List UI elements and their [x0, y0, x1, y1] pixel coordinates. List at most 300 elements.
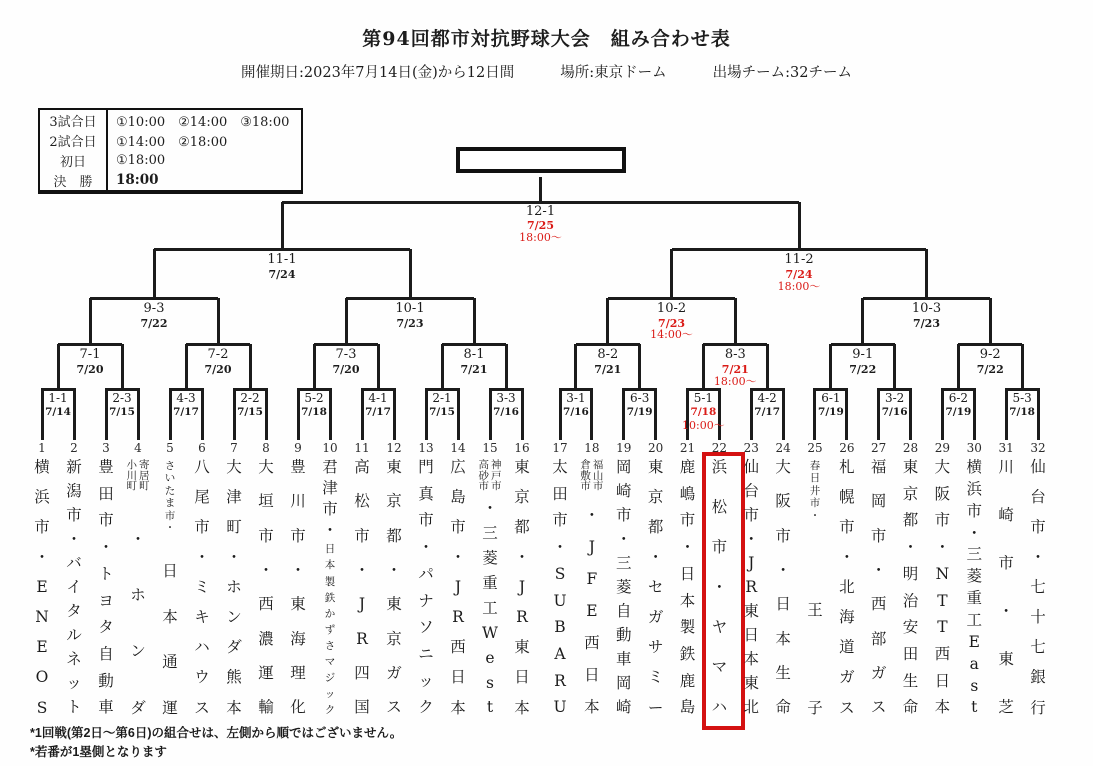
team-name-char: R	[356, 629, 368, 648]
match-number: 11-2	[784, 252, 814, 267]
bracket-line	[539, 177, 542, 202]
team-name-char: 市	[809, 497, 821, 510]
bracket-line	[1037, 388, 1040, 440]
team-label	[123, 460, 153, 716]
team-name-char: 七	[1030, 578, 1046, 597]
team-label	[768, 460, 798, 716]
team-name-char: 生	[902, 671, 919, 690]
team-number: 6	[198, 441, 206, 455]
team-label	[991, 460, 1021, 716]
team-name-char: 豊	[98, 458, 114, 476]
team-name-char: ・	[226, 548, 242, 567]
team-name-char: 化	[290, 698, 306, 717]
team-city	[593, 460, 604, 492]
bracket-line	[409, 249, 412, 298]
team-name-char: 三	[966, 545, 983, 564]
team-name-char: 市	[450, 518, 466, 537]
match-time: 18:00〜	[713, 375, 757, 388]
team-name-char: 潟	[66, 482, 82, 501]
team-name-char: 高	[478, 459, 489, 471]
team-name-char: U	[553, 698, 567, 717]
bracket-line	[441, 344, 444, 388]
team-number: 17	[552, 441, 568, 455]
team-name-char: 京	[902, 484, 919, 503]
team-name-char: ・	[711, 578, 728, 597]
team-city	[810, 460, 821, 522]
team-name-char: 神	[491, 459, 502, 471]
match-date: 7/20	[332, 363, 360, 376]
team-name-char: 市	[66, 506, 82, 525]
team-name-char: 大	[934, 458, 951, 476]
team-name-char: ト	[98, 564, 114, 583]
team-name-char: ミ	[647, 668, 664, 687]
team-name-char: W	[482, 623, 498, 642]
team-name-char: a	[969, 654, 979, 673]
bracket-line	[57, 344, 60, 388]
team-name-char: 戸	[491, 469, 502, 482]
team-name-char: ル	[66, 626, 82, 645]
match-time: 14:00〜	[650, 328, 693, 341]
team-name-char: 真	[418, 484, 434, 503]
bracket-line	[608, 297, 735, 300]
team-name-char: さ	[164, 460, 176, 472]
team-name-char: 大	[775, 458, 791, 476]
team-name-char: ン	[130, 642, 146, 661]
team-label	[187, 460, 217, 716]
bracket-line	[829, 344, 832, 388]
team-name-char: ッ	[418, 671, 434, 690]
team-name-char: ダ	[130, 698, 146, 717]
match-date: 7/19	[626, 406, 653, 418]
bracket-line	[654, 388, 657, 440]
team-name-char: 東	[743, 602, 759, 621]
team-name-char: N	[935, 564, 950, 583]
team-name-char: 道	[839, 638, 855, 657]
team-name-char: 十	[1030, 608, 1046, 627]
match-number: 7-3	[335, 347, 357, 362]
team-city	[491, 460, 502, 492]
bracket-line	[425, 388, 428, 440]
team-name-char: セ	[647, 578, 664, 597]
team-name-char: ト	[66, 698, 82, 717]
team-name-char: 太	[552, 458, 568, 476]
match-number: 7-2	[207, 347, 229, 362]
bracket-line	[41, 388, 44, 440]
match-date: 7/14	[45, 406, 71, 418]
team-name-char: 春	[809, 460, 821, 472]
legend-row-final	[40, 170, 301, 190]
team-name-char: ・	[130, 530, 146, 549]
bracket-line	[1021, 344, 1024, 388]
team-number: 1	[38, 441, 46, 455]
bracket-line	[169, 388, 172, 440]
match-number: 12-1	[525, 204, 556, 219]
team-name-char: ・	[839, 548, 855, 567]
team-name-char: F	[586, 570, 598, 589]
team-number: 10	[322, 441, 338, 455]
team-name-char: 幌	[839, 488, 855, 507]
team-name-char: E	[36, 578, 48, 597]
bracket-line	[941, 388, 944, 440]
match-date: 7/17	[365, 406, 391, 418]
bracket-line	[622, 388, 625, 440]
team-name-char: 町	[139, 480, 150, 492]
team-name-char: 市	[34, 518, 50, 537]
event-entrants: 出場チーム:32チーム	[712, 65, 852, 81]
team-name-char: 津	[322, 479, 338, 498]
team-name-char: 市	[775, 526, 791, 545]
team-name-char: 浜	[711, 458, 728, 476]
team-name-char: ・	[514, 548, 530, 567]
team-number: 7	[230, 441, 238, 455]
team-name-char: 仙	[1030, 458, 1046, 476]
team-name-char: 井	[809, 484, 821, 497]
team-name-char: ナ	[418, 591, 434, 610]
team-name-char: 砂	[478, 469, 489, 482]
team-name-char: 北	[839, 578, 855, 597]
team-name-char: ス	[194, 698, 210, 717]
team-city	[139, 460, 150, 492]
team-name-char: 市	[934, 511, 951, 530]
footnote-2: *若番が1塁側となります	[30, 745, 167, 759]
team-name-char: 本	[743, 650, 759, 669]
bracket-line	[576, 343, 640, 346]
team-name-char: J	[518, 578, 526, 597]
team-name-char: マ	[711, 658, 728, 677]
team-name-char: 都	[647, 518, 664, 537]
bracket-line	[766, 344, 769, 388]
team-name-char: 松	[354, 492, 370, 511]
team-name-char: 工	[966, 611, 983, 630]
team-name-char: 市	[592, 480, 604, 492]
team-number: 22	[711, 441, 727, 455]
team-name-char: 広	[450, 458, 466, 476]
team-cities	[580, 460, 603, 492]
team-label	[443, 460, 473, 716]
event-venue: 場所:東京ドーム	[560, 65, 667, 81]
team-name-char: ・	[775, 561, 791, 580]
team-name-char: R	[516, 608, 528, 627]
team-name-char: 市	[1030, 518, 1046, 537]
team-name-char: 嶋	[679, 484, 696, 503]
team-name-char: 市	[615, 506, 632, 525]
team-name-char: 重	[966, 589, 983, 608]
bracket-line	[505, 344, 508, 388]
bracket-line	[90, 297, 218, 300]
team-name-char: E	[968, 632, 980, 651]
team-label	[1023, 460, 1053, 716]
team-name-char: t	[971, 698, 978, 717]
team-name-char: 市	[743, 506, 759, 525]
team-name-char: 福	[592, 459, 604, 471]
team-name-char: 崎	[998, 506, 1014, 525]
team-label	[959, 460, 989, 716]
team-name-char: U	[553, 591, 567, 610]
match-number: 10-1	[395, 301, 425, 316]
team-name-char: R	[554, 671, 566, 690]
team-number: 14	[450, 441, 466, 455]
bracket-line	[973, 388, 976, 440]
team-name-char: 四	[354, 664, 370, 683]
team-name-char: 京	[647, 488, 664, 507]
bracket-line	[831, 343, 895, 346]
team-name-char: 日	[584, 666, 600, 685]
team-name-char: ジ	[324, 672, 336, 685]
team-name-char: 市	[258, 526, 274, 545]
bracket-line	[201, 388, 204, 440]
match-number: 9-3	[143, 301, 165, 316]
team-name-char: 津	[226, 488, 242, 507]
team-name-char: ・	[164, 521, 176, 534]
team-number: 11	[354, 441, 370, 455]
team-name-char: 田	[552, 484, 568, 503]
team-city	[580, 460, 591, 492]
team-name-char: E	[586, 602, 598, 621]
match-date: 7/15	[237, 406, 263, 418]
team-number: 23	[743, 441, 759, 455]
team-number: 27	[871, 441, 887, 455]
team-name-char: 大	[258, 458, 274, 476]
team-name-char: 日	[450, 668, 466, 687]
team-name-char: ク	[324, 704, 336, 717]
team-name-char: ガ	[839, 668, 855, 687]
bracket-line	[313, 344, 316, 388]
match-date: 7/20	[204, 363, 232, 376]
team-label	[609, 460, 639, 716]
team-name-char: T	[937, 591, 948, 610]
bracket-line	[73, 388, 76, 440]
bracket-line	[893, 344, 896, 388]
team-name-char: ネ	[66, 650, 82, 669]
team-name-char: 市	[290, 526, 306, 545]
team-name-char: s	[970, 676, 979, 695]
team-name-char: 東	[386, 458, 402, 476]
team-cities	[479, 460, 502, 492]
team-name-char: J	[748, 554, 755, 573]
team-name-char: 治	[902, 591, 919, 610]
team-name-char: ン	[226, 608, 242, 627]
match-date: 7/15	[429, 406, 455, 418]
bracket-line	[137, 388, 140, 440]
team-name-char: 輸	[258, 698, 274, 717]
team-name-char: ・	[966, 523, 983, 542]
team-name-char: ス	[386, 698, 402, 717]
bracket-line	[186, 343, 250, 346]
team-name-char: 市	[418, 511, 434, 530]
match-number: 5-1	[693, 391, 714, 405]
match-number: 4-2	[757, 391, 777, 405]
team-name-char: 熊	[226, 668, 242, 687]
match-number: 6-2	[948, 391, 969, 405]
legend-times: ①18:00	[106, 150, 301, 170]
match-number: 9-2	[979, 347, 1001, 362]
team-name-char: ウ	[194, 668, 210, 687]
bracket-line	[909, 388, 912, 440]
team-name-char: 安	[902, 618, 919, 637]
team-name-char: ・	[1030, 548, 1046, 567]
team-number: 26	[839, 441, 855, 455]
match-date: 7/16	[563, 406, 589, 418]
team-name-char: ・	[34, 548, 50, 567]
team-name-char: 西	[870, 595, 887, 614]
team-name-char: 新	[66, 458, 82, 476]
team-name-char: 市	[839, 518, 855, 537]
team-number: 15	[482, 441, 498, 455]
match-date: 7/16	[881, 406, 908, 418]
team-name-char: 本	[584, 698, 600, 717]
game-times-legend	[38, 108, 303, 194]
team-name-char: ヨ	[98, 591, 114, 610]
team-number: 13	[418, 441, 434, 455]
legend-label: 2試合日	[49, 134, 97, 150]
bracket-line	[393, 388, 396, 440]
team-name-char: 川	[126, 469, 137, 482]
team-name-char: 日	[324, 543, 336, 556]
team-name-char: ー	[647, 698, 664, 717]
team-name-char: ・	[584, 506, 600, 525]
team-name-char: 工	[482, 598, 498, 617]
team-name-char: 市	[711, 538, 728, 557]
team-name-char: ・	[322, 521, 338, 540]
team-name-char: ま	[164, 497, 176, 510]
match-date: 7/19	[945, 406, 972, 418]
team-name-char: ・	[386, 561, 402, 580]
team-name-char: ・	[418, 538, 434, 557]
team-name-char: 動	[615, 626, 632, 645]
team-name-char: ・	[998, 602, 1014, 621]
team-number: 2	[70, 441, 78, 455]
bracket-line	[265, 388, 268, 440]
team-name-char: 松	[711, 498, 728, 517]
team-name-char: バ	[66, 554, 82, 573]
team-name-char: 仙	[743, 458, 759, 476]
team-name-char: 札	[839, 458, 855, 476]
team-name-char: ダ	[226, 638, 242, 657]
team-name-char: 八	[194, 458, 210, 476]
team-number: 19	[616, 441, 632, 455]
team-name-char: 菱	[615, 578, 632, 597]
team-name-char: ク	[418, 698, 434, 717]
team-number: 8	[262, 441, 270, 455]
team-name-char: 芝	[998, 698, 1014, 717]
team-name-char: ス	[839, 698, 855, 717]
team-label	[219, 460, 249, 716]
team-name-char: 阪	[775, 492, 791, 511]
team-label	[896, 460, 926, 716]
legend-label: 決 勝	[53, 174, 93, 190]
team-label	[475, 460, 505, 716]
bracket-line	[185, 344, 188, 388]
team-name-char: 濃	[258, 629, 274, 648]
team-number: 24	[775, 441, 791, 455]
team-name-char: ・	[743, 530, 759, 549]
team-name-char: 寄	[139, 459, 150, 471]
team-number: 4	[134, 441, 142, 455]
team-number: 21	[679, 441, 696, 455]
team-name-char: 車	[98, 698, 114, 717]
match-date: 7/22	[849, 363, 877, 376]
bracket-line	[297, 388, 300, 440]
team-name-char: 部	[870, 629, 887, 648]
legend-row	[40, 130, 301, 150]
team-cities	[127, 460, 150, 492]
team-name-char: 高	[354, 458, 370, 476]
bracket-line	[217, 298, 220, 344]
bracket-line	[121, 344, 124, 388]
team-label	[27, 460, 57, 716]
match-number: 4-3	[176, 391, 196, 405]
bracket-line	[958, 343, 1022, 346]
team-number: 12	[386, 441, 402, 455]
team-name-char: い	[164, 472, 176, 485]
team-label	[379, 460, 409, 716]
match-date: 7/23	[396, 317, 424, 330]
team-name-char: 子	[807, 698, 823, 717]
match-number: 4-1	[368, 391, 388, 405]
team-name-char: 日	[934, 671, 951, 690]
team-name-char: ・	[615, 530, 632, 549]
team-name-char: 運	[162, 698, 178, 717]
match-date: 7/22	[976, 363, 1004, 376]
bracket-line	[559, 388, 562, 440]
team-name-char: 東	[386, 595, 402, 614]
bracket-line	[670, 249, 673, 298]
team-name-char: 岡	[615, 674, 632, 693]
team-name-char: 豊	[290, 458, 306, 476]
team-name-char: 京	[514, 488, 530, 507]
team-name-char: 福	[870, 458, 887, 476]
team-name-char: J	[454, 578, 462, 597]
team-name-char: R	[452, 608, 464, 627]
team-name-char: キ	[194, 608, 210, 627]
team-name-char: 東	[647, 458, 664, 476]
team-name-char: 岡	[615, 458, 632, 476]
team-name-char: 本	[162, 607, 178, 626]
match-time: 10:00〜	[682, 419, 725, 432]
match-number: 6-1	[821, 391, 841, 405]
event-info	[0, 61, 1093, 82]
team-number: 3	[102, 441, 110, 455]
match-date: 7/21	[721, 363, 749, 376]
match-number: 10-2	[656, 301, 687, 316]
team-name-char: 鹿	[679, 671, 696, 690]
team-number: 31	[998, 441, 1014, 455]
team-name-char: ・	[552, 538, 568, 557]
team-name-char: 浜	[966, 479, 983, 498]
team-name-char: ・	[809, 509, 821, 522]
team-name-char: e	[485, 648, 495, 667]
team-name-char: 通	[162, 653, 178, 672]
match-number: 3-2	[884, 391, 905, 405]
team-name-char: N	[35, 608, 49, 627]
match-date: 7/19	[818, 406, 844, 418]
team-name-char: 東	[514, 458, 530, 476]
bracket-line	[345, 298, 348, 344]
team-name-char: 日	[162, 562, 178, 581]
team-name-char: 菱	[482, 548, 498, 567]
bracket-line	[58, 343, 122, 346]
team-name-char: ガ	[870, 664, 887, 683]
team-name-char: 京	[386, 492, 402, 511]
team-name-char: ヤ	[711, 618, 728, 637]
match-number: 10-3	[911, 301, 942, 316]
match-date: 7/22	[140, 317, 168, 330]
team-name-char: 島	[450, 488, 466, 507]
team-name-char: タ	[98, 618, 114, 637]
bracket-line	[861, 298, 864, 344]
team-name-char: 横	[34, 458, 50, 476]
team-name-char: 都	[902, 511, 919, 530]
